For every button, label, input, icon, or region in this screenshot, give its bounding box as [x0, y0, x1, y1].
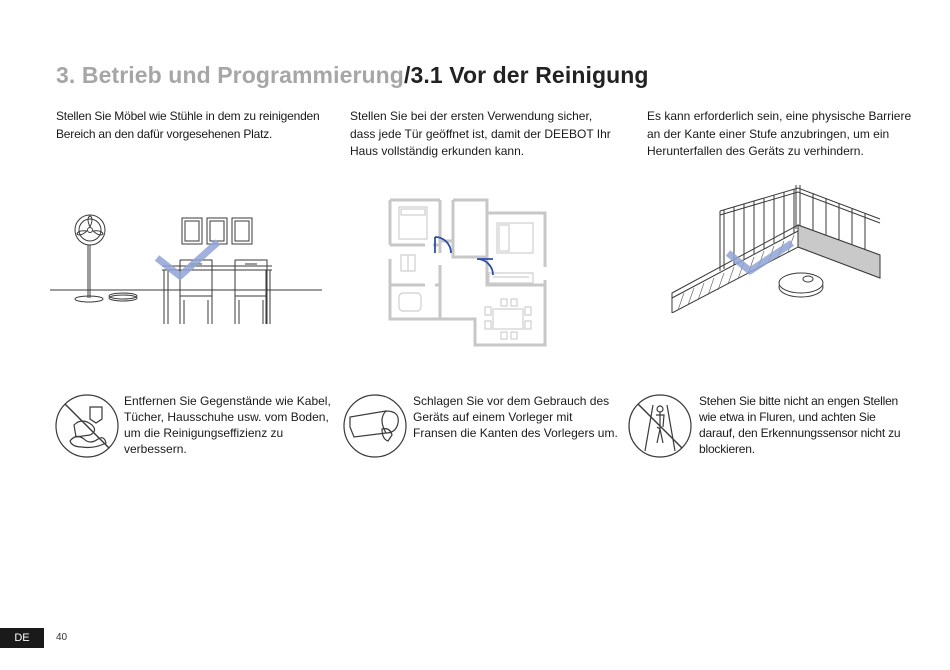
instruction-text-doors: Stellen Sie bei der ersten Verwendung sicher, dass jede Tür geöffnet ist, damit der DEEBOT Ihr Haus vollständig erkunden kann.: [350, 109, 611, 158]
instruction-text-furniture: Stellen Sie Möbel wie Stühle in dem zu reinigenden Bereich an den dafür vorgesehenen Platz.: [56, 109, 320, 141]
no-objects-icon: [54, 393, 120, 459]
language-badge: DE: [0, 628, 44, 648]
instruction-text-barrier: Es kann erforderlich sein, eine physische Barriere an der Kante einer Stufe anzubringen, um ein Herunterfallen des Geräts zu verhindern.: [647, 109, 912, 158]
page-title: [56, 62, 649, 89]
stairs-barrier-illustration: [668, 183, 888, 313]
title-section: 3. Betrieb und Programmierung: [56, 62, 404, 88]
no-standing-icon: [627, 393, 693, 459]
tip-text-no-standing: Stehen Sie bitte nicht an engen Stellen wie etwa in Fluren, und achten Sie darauf, den Erkennungssensor nicht zu blockieren.: [699, 394, 901, 456]
furniture-illustration: [50, 200, 330, 330]
title-subsection: /3.1 Vor der Reinigung: [403, 62, 649, 88]
check-icon: [728, 243, 792, 271]
floorplan-illustration: [385, 195, 555, 347]
tip-text-fold-rug: Schlagen Sie vor dem Gebrauch des Geräts auf einem Vorleger mit Fransen die Kanten des Vorlegers um.: [413, 394, 618, 440]
tip-text-remove-objects: Entfernen Sie Gegenstände wie Kabel, Tücher, Hausschuhe usw. vom Boden, um die Reinigungseffizienz zu verbessern.: [124, 394, 331, 456]
check-icon: [157, 242, 218, 276]
rug-fold-icon: [342, 393, 408, 459]
page-number: 40: [56, 632, 68, 643]
